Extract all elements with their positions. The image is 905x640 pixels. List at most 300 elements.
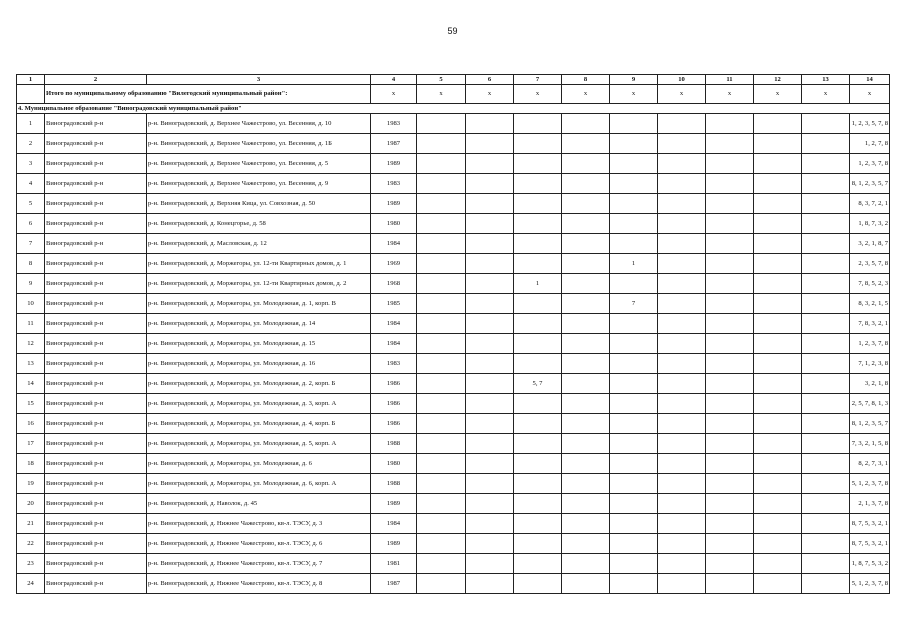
- col7-cell: 5, 7: [514, 374, 562, 394]
- col6-cell: [466, 474, 514, 494]
- col9-cell: [610, 274, 658, 294]
- row-number-cell: 17: [17, 434, 45, 454]
- col8-cell: [562, 394, 610, 414]
- year-cell: 1984: [371, 334, 417, 354]
- col10-cell: [658, 194, 706, 214]
- col8-cell: [562, 494, 610, 514]
- col6-cell: [466, 434, 514, 454]
- table-row: [17, 134, 890, 154]
- col12-cell: [754, 534, 802, 554]
- year-cell: 1985: [371, 294, 417, 314]
- col13-cell: [802, 334, 850, 354]
- district-cell: Виноградовский р-н: [45, 134, 147, 154]
- address-cell: р-н. Виноградовский, д. Верхнее Чажестрово, ул. Весенняя, д. 1Б: [147, 134, 371, 154]
- row-number-cell: 13: [17, 354, 45, 374]
- work-types-cell: 7, 1, 2, 3, 8: [850, 354, 890, 374]
- total-row: [17, 85, 890, 104]
- col5-cell: [417, 494, 466, 514]
- row-number-cell: 19: [17, 474, 45, 494]
- col8-cell: [562, 114, 610, 134]
- table-row: [17, 274, 890, 294]
- col10-cell: [658, 534, 706, 554]
- col12-cell: [754, 294, 802, 314]
- col12-cell: [754, 394, 802, 414]
- col8-cell: [562, 474, 610, 494]
- total-mark: x: [802, 85, 850, 104]
- address-cell: р-н. Виноградовский, д. Верхняя Кица, ул. Совхозная, д. 50: [147, 194, 371, 214]
- col7-cell: [514, 514, 562, 534]
- table-row: [17, 294, 890, 314]
- address-cell: р-н. Виноградовский, д. Моржегоры, ул. Молодежная, д. 1, корп. В: [147, 294, 371, 314]
- col7-cell: [514, 494, 562, 514]
- col10-cell: [658, 154, 706, 174]
- col11-cell: [706, 194, 754, 214]
- address-cell: р-н. Виноградовский, д. Моржегоры, ул. Молодежная, д. 14: [147, 314, 371, 334]
- table-row: [17, 514, 890, 534]
- district-cell: Виноградовский р-н: [45, 574, 147, 594]
- total-mark: x: [610, 85, 658, 104]
- col11-cell: [706, 314, 754, 334]
- col11-cell: [706, 174, 754, 194]
- district-cell: Виноградовский р-н: [45, 274, 147, 294]
- district-cell: Виноградовский р-н: [45, 454, 147, 474]
- table-row: [17, 494, 890, 514]
- col9-cell: [610, 394, 658, 414]
- address-cell: р-н. Виноградовский, д. Моржегоры, ул. Молодежная, д. 4, корп. Б: [147, 414, 371, 434]
- column-header: 6: [466, 75, 514, 85]
- district-cell: Виноградовский р-н: [45, 214, 147, 234]
- col8-cell: [562, 554, 610, 574]
- table-row: [17, 394, 890, 414]
- address-cell: р-н. Виноградовский, д. Моржегоры, ул. Молодежная, д. 5, корп. А: [147, 434, 371, 454]
- col13-cell: [802, 554, 850, 574]
- total-mark: x: [417, 85, 466, 104]
- col10-cell: [658, 514, 706, 534]
- table-row: [17, 154, 890, 174]
- col13-cell: [802, 494, 850, 514]
- col5-cell: [417, 254, 466, 274]
- col9-cell: [610, 434, 658, 454]
- col12-cell: [754, 434, 802, 454]
- col7-cell: [514, 254, 562, 274]
- address-cell: р-н. Виноградовский, д. Моржегоры, ул. Молодежная, д. 3, корп. А: [147, 394, 371, 414]
- col13-cell: [802, 354, 850, 374]
- col9-cell: [610, 314, 658, 334]
- col9-cell: [610, 534, 658, 554]
- col7-cell: [514, 534, 562, 554]
- col12-cell: [754, 354, 802, 374]
- col10-cell: [658, 394, 706, 414]
- district-cell: Виноградовский р-н: [45, 474, 147, 494]
- col11-cell: [706, 354, 754, 374]
- col10-cell: [658, 454, 706, 474]
- col9-cell: [610, 514, 658, 534]
- table-row: [17, 194, 890, 214]
- col10-cell: [658, 574, 706, 594]
- col11-cell: [706, 154, 754, 174]
- col7-cell: [514, 234, 562, 254]
- row-number-cell: 24: [17, 574, 45, 594]
- column-header: 7: [514, 75, 562, 85]
- col12-cell: [754, 554, 802, 574]
- col5-cell: [417, 154, 466, 174]
- col13-cell: [802, 414, 850, 434]
- work-types-cell: 5, 1, 2, 3, 7, 8: [850, 574, 890, 594]
- col10-cell: [658, 214, 706, 234]
- district-cell: Виноградовский р-н: [45, 434, 147, 454]
- col10-cell: [658, 134, 706, 154]
- col5-cell: [417, 434, 466, 454]
- table-row: [17, 374, 890, 394]
- address-cell: р-н. Виноградовский, д. Моржегоры, ул. Молодежная, д. 16: [147, 354, 371, 374]
- table-row: [17, 574, 890, 594]
- district-cell: Виноградовский р-н: [45, 254, 147, 274]
- col11-cell: [706, 454, 754, 474]
- col12-cell: [754, 254, 802, 274]
- year-cell: 1989: [371, 194, 417, 214]
- col12-cell: [754, 334, 802, 354]
- col11-cell: [706, 474, 754, 494]
- col5-cell: [417, 474, 466, 494]
- col8-cell: [562, 454, 610, 474]
- col5-cell: [417, 414, 466, 434]
- total-mark: x: [466, 85, 514, 104]
- col11-cell: [706, 554, 754, 574]
- col5-cell: [417, 394, 466, 414]
- col9-cell: 1: [610, 254, 658, 274]
- work-types-cell: 1, 8, 7, 3, 2: [850, 214, 890, 234]
- column-header: 11: [706, 75, 754, 85]
- col8-cell: [562, 214, 610, 234]
- work-types-cell: 7, 8, 5, 2, 3: [850, 274, 890, 294]
- year-cell: 1987: [371, 134, 417, 154]
- col11-cell: [706, 334, 754, 354]
- col13-cell: [802, 134, 850, 154]
- address-cell: р-н. Виноградовский, д. Моржегоры, ул. Молодежная, д. 6, корп. А: [147, 474, 371, 494]
- row-number-cell: 22: [17, 534, 45, 554]
- col11-cell: [706, 234, 754, 254]
- col12-cell: [754, 374, 802, 394]
- col7-cell: [514, 194, 562, 214]
- col10-cell: [658, 414, 706, 434]
- work-types-cell: 8, 7, 5, 3, 2, 1: [850, 514, 890, 534]
- col13-cell: [802, 294, 850, 314]
- year-cell: 1989: [371, 494, 417, 514]
- col7-cell: [514, 294, 562, 314]
- col6-cell: [466, 554, 514, 574]
- table-row: [17, 114, 890, 134]
- work-types-cell: 1, 2, 7, 8: [850, 134, 890, 154]
- address-cell: р-н. Виноградовский, д. Нижнее Чажестрово, кв-л. ТЭСУ, д. 6: [147, 534, 371, 554]
- col12-cell: [754, 414, 802, 434]
- table-row: [17, 534, 890, 554]
- district-cell: Виноградовский р-н: [45, 494, 147, 514]
- col9-cell: [610, 354, 658, 374]
- col6-cell: [466, 114, 514, 134]
- col9-cell: [610, 374, 658, 394]
- col10-cell: [658, 474, 706, 494]
- col13-cell: [802, 314, 850, 334]
- work-types-cell: 8, 1, 2, 3, 5, 7: [850, 174, 890, 194]
- address-cell: р-н. Виноградовский, д. Моржегоры, ул. Молодежная, д. 6: [147, 454, 371, 474]
- year-cell: 1989: [371, 154, 417, 174]
- row-number-cell: 21: [17, 514, 45, 534]
- col5-cell: [417, 294, 466, 314]
- row-number-cell: 12: [17, 334, 45, 354]
- col12-cell: [754, 314, 802, 334]
- district-cell: Виноградовский р-н: [45, 234, 147, 254]
- col10-cell: [658, 294, 706, 314]
- year-cell: 1968: [371, 274, 417, 294]
- table-row: [17, 314, 890, 334]
- work-types-cell: 8, 3, 2, 1, 5: [850, 294, 890, 314]
- col10-cell: [658, 494, 706, 514]
- col6-cell: [466, 154, 514, 174]
- year-cell: 1987: [371, 574, 417, 594]
- col7-cell: [514, 134, 562, 154]
- row-number-cell: 11: [17, 314, 45, 334]
- col8-cell: [562, 574, 610, 594]
- row-number-cell: 2: [17, 134, 45, 154]
- total-mark: x: [562, 85, 610, 104]
- section-title: 4. Муниципальное образование "Виноградовский муниципальный район": [17, 104, 890, 114]
- year-cell: 1969: [371, 254, 417, 274]
- col11-cell: [706, 214, 754, 234]
- total-mark: x: [658, 85, 706, 104]
- row-number-cell: 14: [17, 374, 45, 394]
- col7-cell: [514, 554, 562, 574]
- year-cell: 1984: [371, 234, 417, 254]
- col13-cell: [802, 374, 850, 394]
- col7-cell: [514, 314, 562, 334]
- row-number-cell: 4: [17, 174, 45, 194]
- year-cell: 1986: [371, 414, 417, 434]
- col6-cell: [466, 574, 514, 594]
- row-number-cell: 23: [17, 554, 45, 574]
- col13-cell: [802, 254, 850, 274]
- col6-cell: [466, 354, 514, 374]
- col9-cell: [610, 114, 658, 134]
- col5-cell: [417, 574, 466, 594]
- work-types-cell: 2, 5, 7, 8, 1, 3: [850, 394, 890, 414]
- table-row: [17, 414, 890, 434]
- col12-cell: [754, 474, 802, 494]
- column-header: 8: [562, 75, 610, 85]
- col10-cell: [658, 234, 706, 254]
- col11-cell: [706, 574, 754, 594]
- work-types-cell: 3, 2, 1, 8: [850, 374, 890, 394]
- row-number-cell: 5: [17, 194, 45, 214]
- address-cell: р-н. Виноградовский, д. Моржегоры, ул. 12-ти Квартирных домов, д. 1: [147, 254, 371, 274]
- col7-cell: [514, 214, 562, 234]
- col11-cell: [706, 134, 754, 154]
- year-cell: 1986: [371, 374, 417, 394]
- col13-cell: [802, 394, 850, 414]
- district-cell: Виноградовский р-н: [45, 554, 147, 574]
- col7-cell: [514, 354, 562, 374]
- column-header: 12: [754, 75, 802, 85]
- col9-cell: [610, 494, 658, 514]
- col5-cell: [417, 194, 466, 214]
- year-cell: 1981: [371, 554, 417, 574]
- col7-cell: [514, 574, 562, 594]
- col13-cell: [802, 454, 850, 474]
- col13-cell: [802, 174, 850, 194]
- district-cell: Виноградовский р-н: [45, 354, 147, 374]
- col8-cell: [562, 414, 610, 434]
- address-cell: р-н. Виноградовский, д. Наволок, д. 45: [147, 494, 371, 514]
- col11-cell: [706, 374, 754, 394]
- col10-cell: [658, 314, 706, 334]
- col7-cell: [514, 434, 562, 454]
- col5-cell: [417, 214, 466, 234]
- col11-cell: [706, 394, 754, 414]
- col13-cell: [802, 154, 850, 174]
- row-number-cell: 15: [17, 394, 45, 414]
- year-cell: 1988: [371, 434, 417, 454]
- col13-cell: [802, 194, 850, 214]
- col9-cell: [610, 134, 658, 154]
- col10-cell: [658, 274, 706, 294]
- work-types-cell: 1, 8, 7, 5, 3, 2: [850, 554, 890, 574]
- column-header: 4: [371, 75, 417, 85]
- col8-cell: [562, 134, 610, 154]
- row-number-cell: 6: [17, 214, 45, 234]
- page-number: 59: [447, 26, 458, 36]
- col12-cell: [754, 134, 802, 154]
- col12-cell: [754, 234, 802, 254]
- col8-cell: [562, 234, 610, 254]
- col5-cell: [417, 234, 466, 254]
- column-number-row: [17, 75, 890, 85]
- work-types-cell: 8, 2, 7, 3, 1: [850, 454, 890, 474]
- row-number-cell: 16: [17, 414, 45, 434]
- col12-cell: [754, 194, 802, 214]
- district-cell: Виноградовский р-н: [45, 414, 147, 434]
- address-cell: р-н. Виноградовский, д. Моржегоры, ул. Молодежная, д. 2, корп. Б: [147, 374, 371, 394]
- col12-cell: [754, 174, 802, 194]
- col10-cell: [658, 354, 706, 374]
- col13-cell: [802, 234, 850, 254]
- col5-cell: [417, 134, 466, 154]
- col9-cell: 7: [610, 294, 658, 314]
- work-types-cell: 8, 1, 2, 3, 5, 7: [850, 414, 890, 434]
- table-row: [17, 214, 890, 234]
- table-row: [17, 334, 890, 354]
- address-cell: р-н. Виноградовский, д. Моржегоры, ул. 12-ти Квартирных домов, д. 2: [147, 274, 371, 294]
- col8-cell: [562, 254, 610, 274]
- col6-cell: [466, 414, 514, 434]
- col6-cell: [466, 534, 514, 554]
- col5-cell: [417, 274, 466, 294]
- district-cell: Виноградовский р-н: [45, 534, 147, 554]
- col13-cell: [802, 214, 850, 234]
- col8-cell: [562, 154, 610, 174]
- col11-cell: [706, 254, 754, 274]
- col11-cell: [706, 114, 754, 134]
- work-types-cell: 7, 8, 3, 2, 1: [850, 314, 890, 334]
- total-mark: x: [706, 85, 754, 104]
- col12-cell: [754, 494, 802, 514]
- col6-cell: [466, 314, 514, 334]
- col9-cell: [610, 574, 658, 594]
- repair-schedule-table: [16, 74, 890, 594]
- row-number-cell: 1: [17, 114, 45, 134]
- work-types-cell: 1, 2, 3, 5, 7, 8: [850, 114, 890, 134]
- table-row: [17, 474, 890, 494]
- address-cell: р-н. Виноградовский, д. Моржегоры, ул. Молодежная, д. 15: [147, 334, 371, 354]
- col10-cell: [658, 254, 706, 274]
- total-mark: x: [371, 85, 417, 104]
- col5-cell: [417, 534, 466, 554]
- col12-cell: [754, 274, 802, 294]
- col6-cell: [466, 374, 514, 394]
- total-label: Итого по муниципальному образованию "Вилегодский муниципальный район":: [45, 85, 371, 104]
- col8-cell: [562, 314, 610, 334]
- col12-cell: [754, 574, 802, 594]
- col6-cell: [466, 394, 514, 414]
- year-cell: 1989: [371, 534, 417, 554]
- col5-cell: [417, 314, 466, 334]
- col7-cell: 1: [514, 274, 562, 294]
- col5-cell: [417, 554, 466, 574]
- col11-cell: [706, 494, 754, 514]
- col10-cell: [658, 434, 706, 454]
- total-mark: x: [754, 85, 802, 104]
- col7-cell: [514, 154, 562, 174]
- table-row: [17, 254, 890, 274]
- col9-cell: [610, 414, 658, 434]
- col10-cell: [658, 374, 706, 394]
- col6-cell: [466, 514, 514, 534]
- table-row: [17, 454, 890, 474]
- col9-cell: [610, 194, 658, 214]
- district-cell: Виноградовский р-н: [45, 154, 147, 174]
- col5-cell: [417, 454, 466, 474]
- col7-cell: [514, 454, 562, 474]
- col13-cell: [802, 474, 850, 494]
- work-types-cell: 8, 7, 5, 3, 2, 1: [850, 534, 890, 554]
- col12-cell: [754, 454, 802, 474]
- address-cell: р-н. Виноградовский, д. Верхнее Чажестрово, ул. Весенняя, д. 9: [147, 174, 371, 194]
- col5-cell: [417, 354, 466, 374]
- row-number-cell: 7: [17, 234, 45, 254]
- col8-cell: [562, 334, 610, 354]
- table-row: [17, 354, 890, 374]
- col6-cell: [466, 494, 514, 514]
- district-cell: Виноградовский р-н: [45, 114, 147, 134]
- table-row: [17, 234, 890, 254]
- col7-cell: [514, 114, 562, 134]
- col13-cell: [802, 514, 850, 534]
- col11-cell: [706, 434, 754, 454]
- district-cell: Виноградовский р-н: [45, 314, 147, 334]
- row-number-cell: 8: [17, 254, 45, 274]
- col6-cell: [466, 194, 514, 214]
- col11-cell: [706, 294, 754, 314]
- year-cell: 1984: [371, 514, 417, 534]
- col10-cell: [658, 174, 706, 194]
- column-header: 3: [147, 75, 371, 85]
- col12-cell: [754, 214, 802, 234]
- col7-cell: [514, 174, 562, 194]
- work-types-cell: 2, 3, 5, 7, 8: [850, 254, 890, 274]
- section-title-row: [17, 104, 890, 114]
- year-cell: 1983: [371, 354, 417, 374]
- column-header: 10: [658, 75, 706, 85]
- address-cell: р-н. Виноградовский, д. Конецгорье, д. 58: [147, 214, 371, 234]
- row-number-cell: 10: [17, 294, 45, 314]
